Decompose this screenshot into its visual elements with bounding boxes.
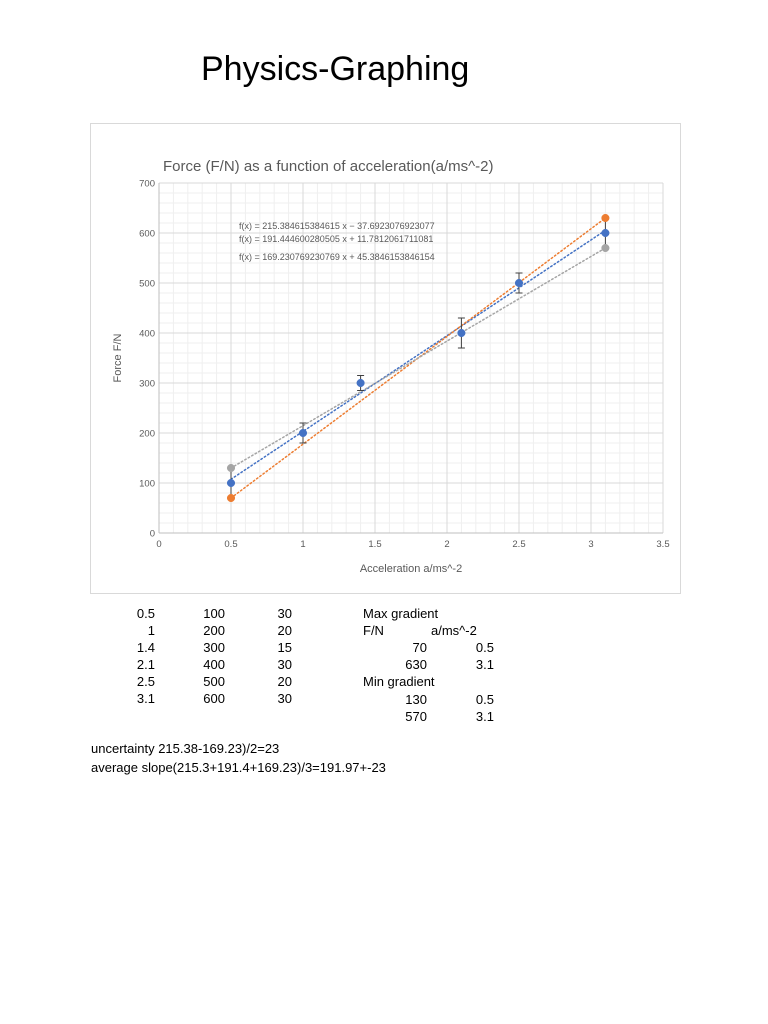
table-cell: 200 [203,623,225,638]
max-a-2: 3.1 [475,657,494,672]
acceleration-header: a/ms^-2 [431,623,477,638]
force-header: F/N [363,623,384,638]
table-cell: 2.1 [136,657,155,672]
x-tick-label: 3 [588,539,594,550]
y-tick-label: 300 [139,378,155,390]
trendline-equation: f(x) = 215.384615384615 x − 37.6923076923077 [239,221,435,231]
average-slope-note: average slope(215.3+191.4+169.23)/3=191.97+-23 [91,760,386,775]
data-point-data [357,379,365,387]
data-point-data [458,329,466,337]
table-cell: 2.5 [136,674,155,689]
trendline-equation: f(x) = 169.230769230769 x + 45.3846153846154 [239,252,435,262]
y-tick-label: 100 [139,478,155,490]
data-point-data [299,429,307,437]
y-tick-label: 200 [139,428,155,440]
data-point-max-gradient [227,494,235,502]
force-acceleration-chart [91,124,682,595]
trendline-equation: f(x) = 191.444600280505 x + 11.7812061711081 [239,234,434,244]
min-f-1: 130 [405,692,427,707]
min-gradient-label: Min gradient [363,674,435,689]
max-f-1: 70 [412,640,427,655]
table-cell: 30 [277,606,292,621]
data-point-data [515,279,523,287]
page-title: Physics-Graphing [201,50,470,88]
table-cell: 0.5 [136,606,155,621]
table-cell: 30 [277,691,292,706]
table-cell: 600 [203,691,225,706]
data-point-max-gradient [602,214,610,222]
min-a-2: 3.1 [475,709,494,724]
x-tick-label: 0 [156,539,162,550]
table-cell: 20 [277,623,292,638]
x-tick-label: 0.5 [224,539,238,550]
y-axis-label: Force F/N [112,333,124,383]
y-tick-label: 400 [139,328,155,340]
max-gradient-label: Max gradient [363,606,439,621]
table-cell: 100 [203,606,225,621]
table-cell: 500 [203,674,225,689]
x-tick-label: 1 [300,539,306,550]
data-point-min-gradient [602,244,610,252]
data-point-data [227,479,235,487]
min-a-1: 0.5 [475,692,494,707]
x-tick-label: 2.5 [512,539,526,550]
max-a-1: 0.5 [475,640,494,655]
y-tick-label: 600 [139,228,155,240]
chart-title: Force (F/N) as a function of acceleration(a/ms^-2) [163,158,494,175]
x-axis-label: Acceleration a/ms^-2 [359,563,463,575]
y-tick-label: 0 [149,528,155,540]
uncertainty-note: uncertainty 215.38-169.23)/2=23 [91,741,280,756]
table-cell: 300 [203,640,225,655]
x-tick-label: 3.5 [656,539,670,550]
y-tick-label: 700 [139,178,155,190]
table-cell: 30 [277,657,292,672]
min-f-2: 570 [405,709,427,724]
chart-container [90,123,681,594]
x-tick-label: 2 [444,539,450,550]
table-cell: 400 [203,657,225,672]
table-cell: 1 [147,623,155,638]
max-f-2: 630 [405,657,427,672]
table-cell: 3.1 [136,691,155,706]
table-cell: 20 [277,674,292,689]
data-point-data [602,229,610,237]
y-tick-label: 500 [139,278,155,290]
table-cell: 15 [277,640,292,655]
x-tick-label: 1.5 [368,539,382,550]
data-point-min-gradient [227,464,235,472]
table-cell: 1.4 [136,640,155,655]
